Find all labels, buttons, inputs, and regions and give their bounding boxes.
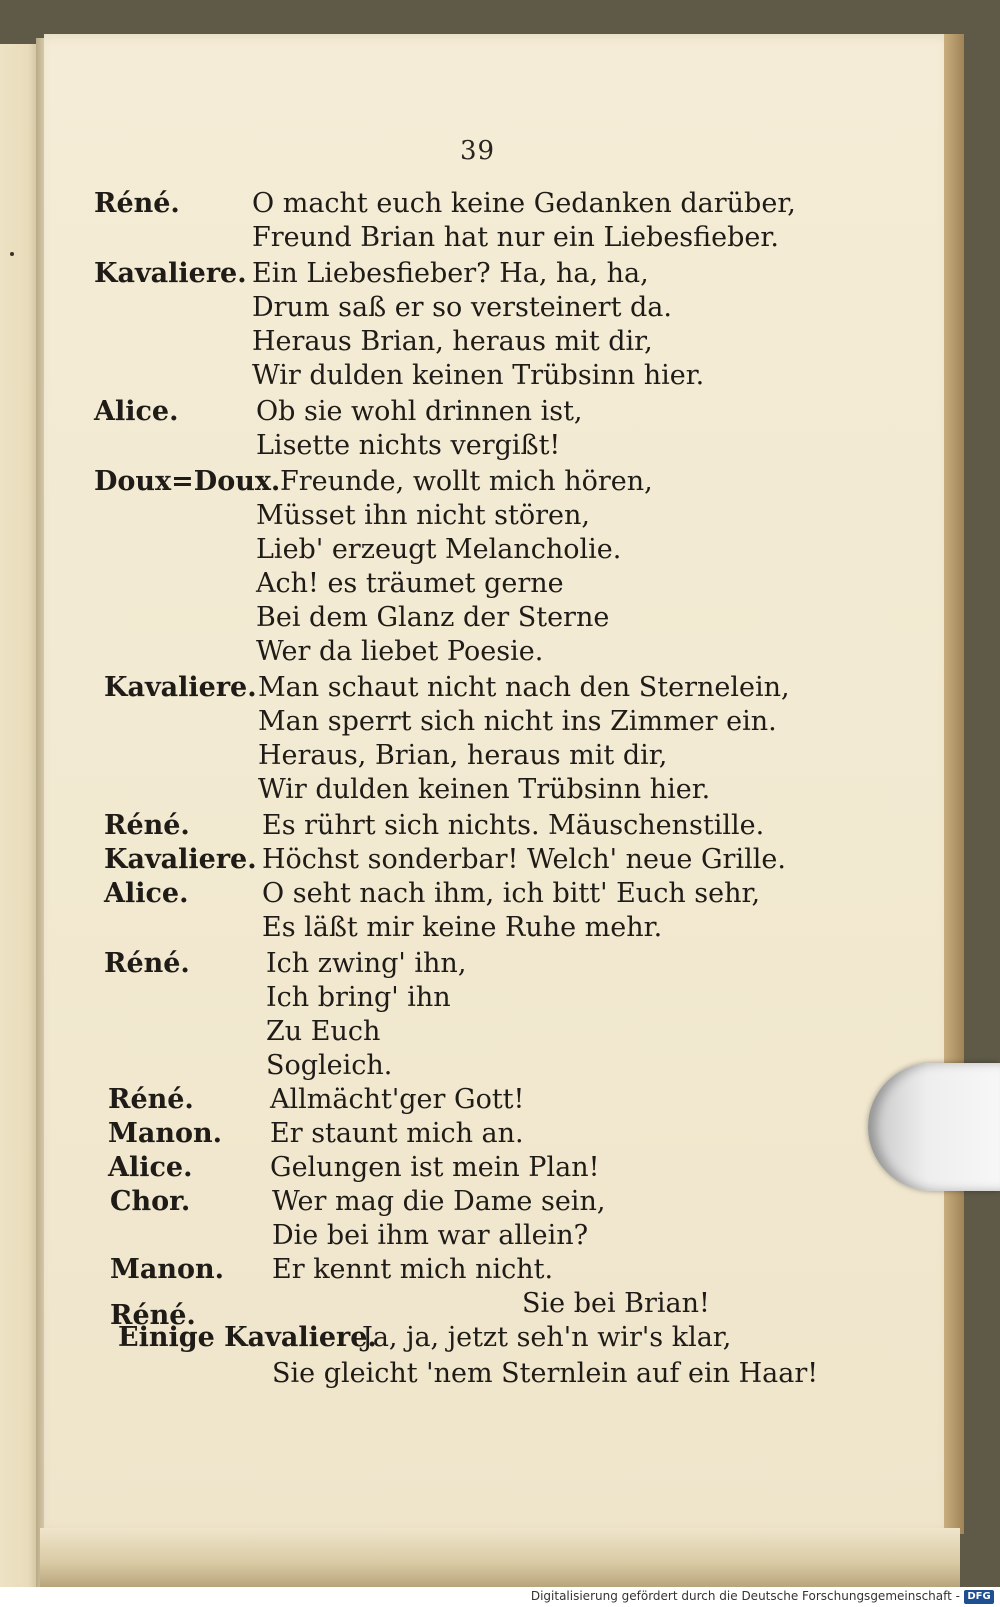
verse-line: Es rührt sich nichts. Mäuschenstille. — [262, 810, 765, 841]
verse-line: Ich zwing' ihn, — [266, 948, 467, 979]
verse-line: O macht euch keine Gedanken darüber, — [252, 188, 796, 219]
verse-line: Drum saß er so versteinert da. — [252, 292, 672, 323]
verse-line: Ob sie wohl drinnen ist, — [256, 396, 583, 427]
verse-line: Freunde, wollt mich hören, — [280, 466, 653, 497]
speaker-label: Alice. — [94, 396, 179, 427]
verse-line: Man sperrt sich nicht ins Zimmer ein. — [258, 706, 777, 737]
speaker-label: Alice. — [104, 878, 189, 909]
speaker-label: Kavaliere. — [104, 844, 257, 875]
verse-line: Wir dulden keinen Trübsinn hier. — [252, 360, 705, 391]
verse-line: Er kennt mich nicht. — [272, 1254, 554, 1285]
verse-line: Heraus, Brian, heraus mit dir, — [258, 740, 668, 771]
speaker-label: Chor. — [110, 1186, 191, 1217]
verse-line: Lisette nichts vergißt! — [256, 430, 561, 461]
speaker-label: Kavaliere. — [104, 672, 257, 703]
verse-line: Ein Liebesfieber? Ha, ha, ha, — [252, 258, 649, 289]
speaker-label: Réné. — [94, 188, 180, 219]
verse-line: Man schaut nicht nach den Sternelein, — [258, 672, 790, 703]
speaker-label: Doux=Doux. — [94, 466, 281, 497]
verse-line: Wer da liebet Poesie. — [256, 636, 544, 667]
verse-line: Müsset ihn nicht stören, — [256, 500, 590, 531]
verse-line: Wer mag die Dame sein, — [272, 1186, 606, 1217]
verse-line: Ach! es träumet gerne — [256, 568, 564, 599]
page-clip — [868, 1063, 1000, 1191]
verse-line: Heraus Brian, heraus mit dir, — [252, 326, 653, 357]
speaker-label: Réné. — [104, 810, 190, 841]
verse-line: Die bei ihm war allein? — [272, 1220, 589, 1251]
speaker-label: Réné. — [110, 1300, 196, 1331]
verse-line: Er staunt mich an. — [270, 1118, 524, 1149]
verse-line: Allmächt'ger Gott! — [270, 1084, 525, 1115]
dfg-credit: Digitalisierung gefördert durch die Deutsche Forschungsgemeinschaft - — [530, 1589, 960, 1603]
page-number: 39 — [459, 136, 496, 166]
speaker-label: Kavaliere. — [94, 258, 247, 289]
ink-mark — [10, 252, 14, 256]
footer-bar — [0, 1587, 1000, 1607]
speaker-label: Manon. — [108, 1118, 223, 1149]
verse-line: Freund Brian hat nur ein Liebesfieber. — [252, 222, 779, 253]
verse-line: Sie bei Brian! — [522, 1288, 710, 1319]
verse-line: Zu Euch — [266, 1016, 381, 1047]
page-edge — [944, 34, 964, 1534]
speaker-label: Alice. — [108, 1152, 193, 1183]
dfg-logo: DFG — [964, 1590, 994, 1604]
speaker-label: Réné. — [108, 1084, 194, 1115]
verse-line: Es läßt mir keine Ruhe mehr. — [262, 912, 663, 943]
verse-line: Ja, ja, jetzt seh'n wir's klar, — [362, 1322, 732, 1353]
speaker-label: Manon. — [110, 1254, 225, 1285]
verse-line: Sogleich. — [266, 1050, 393, 1081]
verse-line: Lieb' erzeugt Melancholie. — [256, 534, 622, 565]
verse-line: Sie gleicht 'nem Sternlein auf ein Haar! — [272, 1358, 819, 1389]
speaker-label: Einige Kavaliere. — [118, 1322, 377, 1353]
verse-line: Höchst sonderbar! Welch' neue Grille. — [262, 844, 786, 875]
verse-line: Gelungen ist mein Plan! — [270, 1152, 600, 1183]
bottom-edge — [40, 1528, 960, 1587]
verse-line: Ich bring' ihn — [266, 982, 451, 1013]
previous-page-edge — [0, 44, 40, 1587]
verse-line: Wir dulden keinen Trübsinn hier. — [258, 774, 711, 805]
verse-line: Bei dem Glanz der Sterne — [256, 602, 610, 633]
verse-line: O seht nach ihm, ich bitt' Euch sehr, — [262, 878, 761, 909]
speaker-label: Réné. — [104, 948, 190, 979]
